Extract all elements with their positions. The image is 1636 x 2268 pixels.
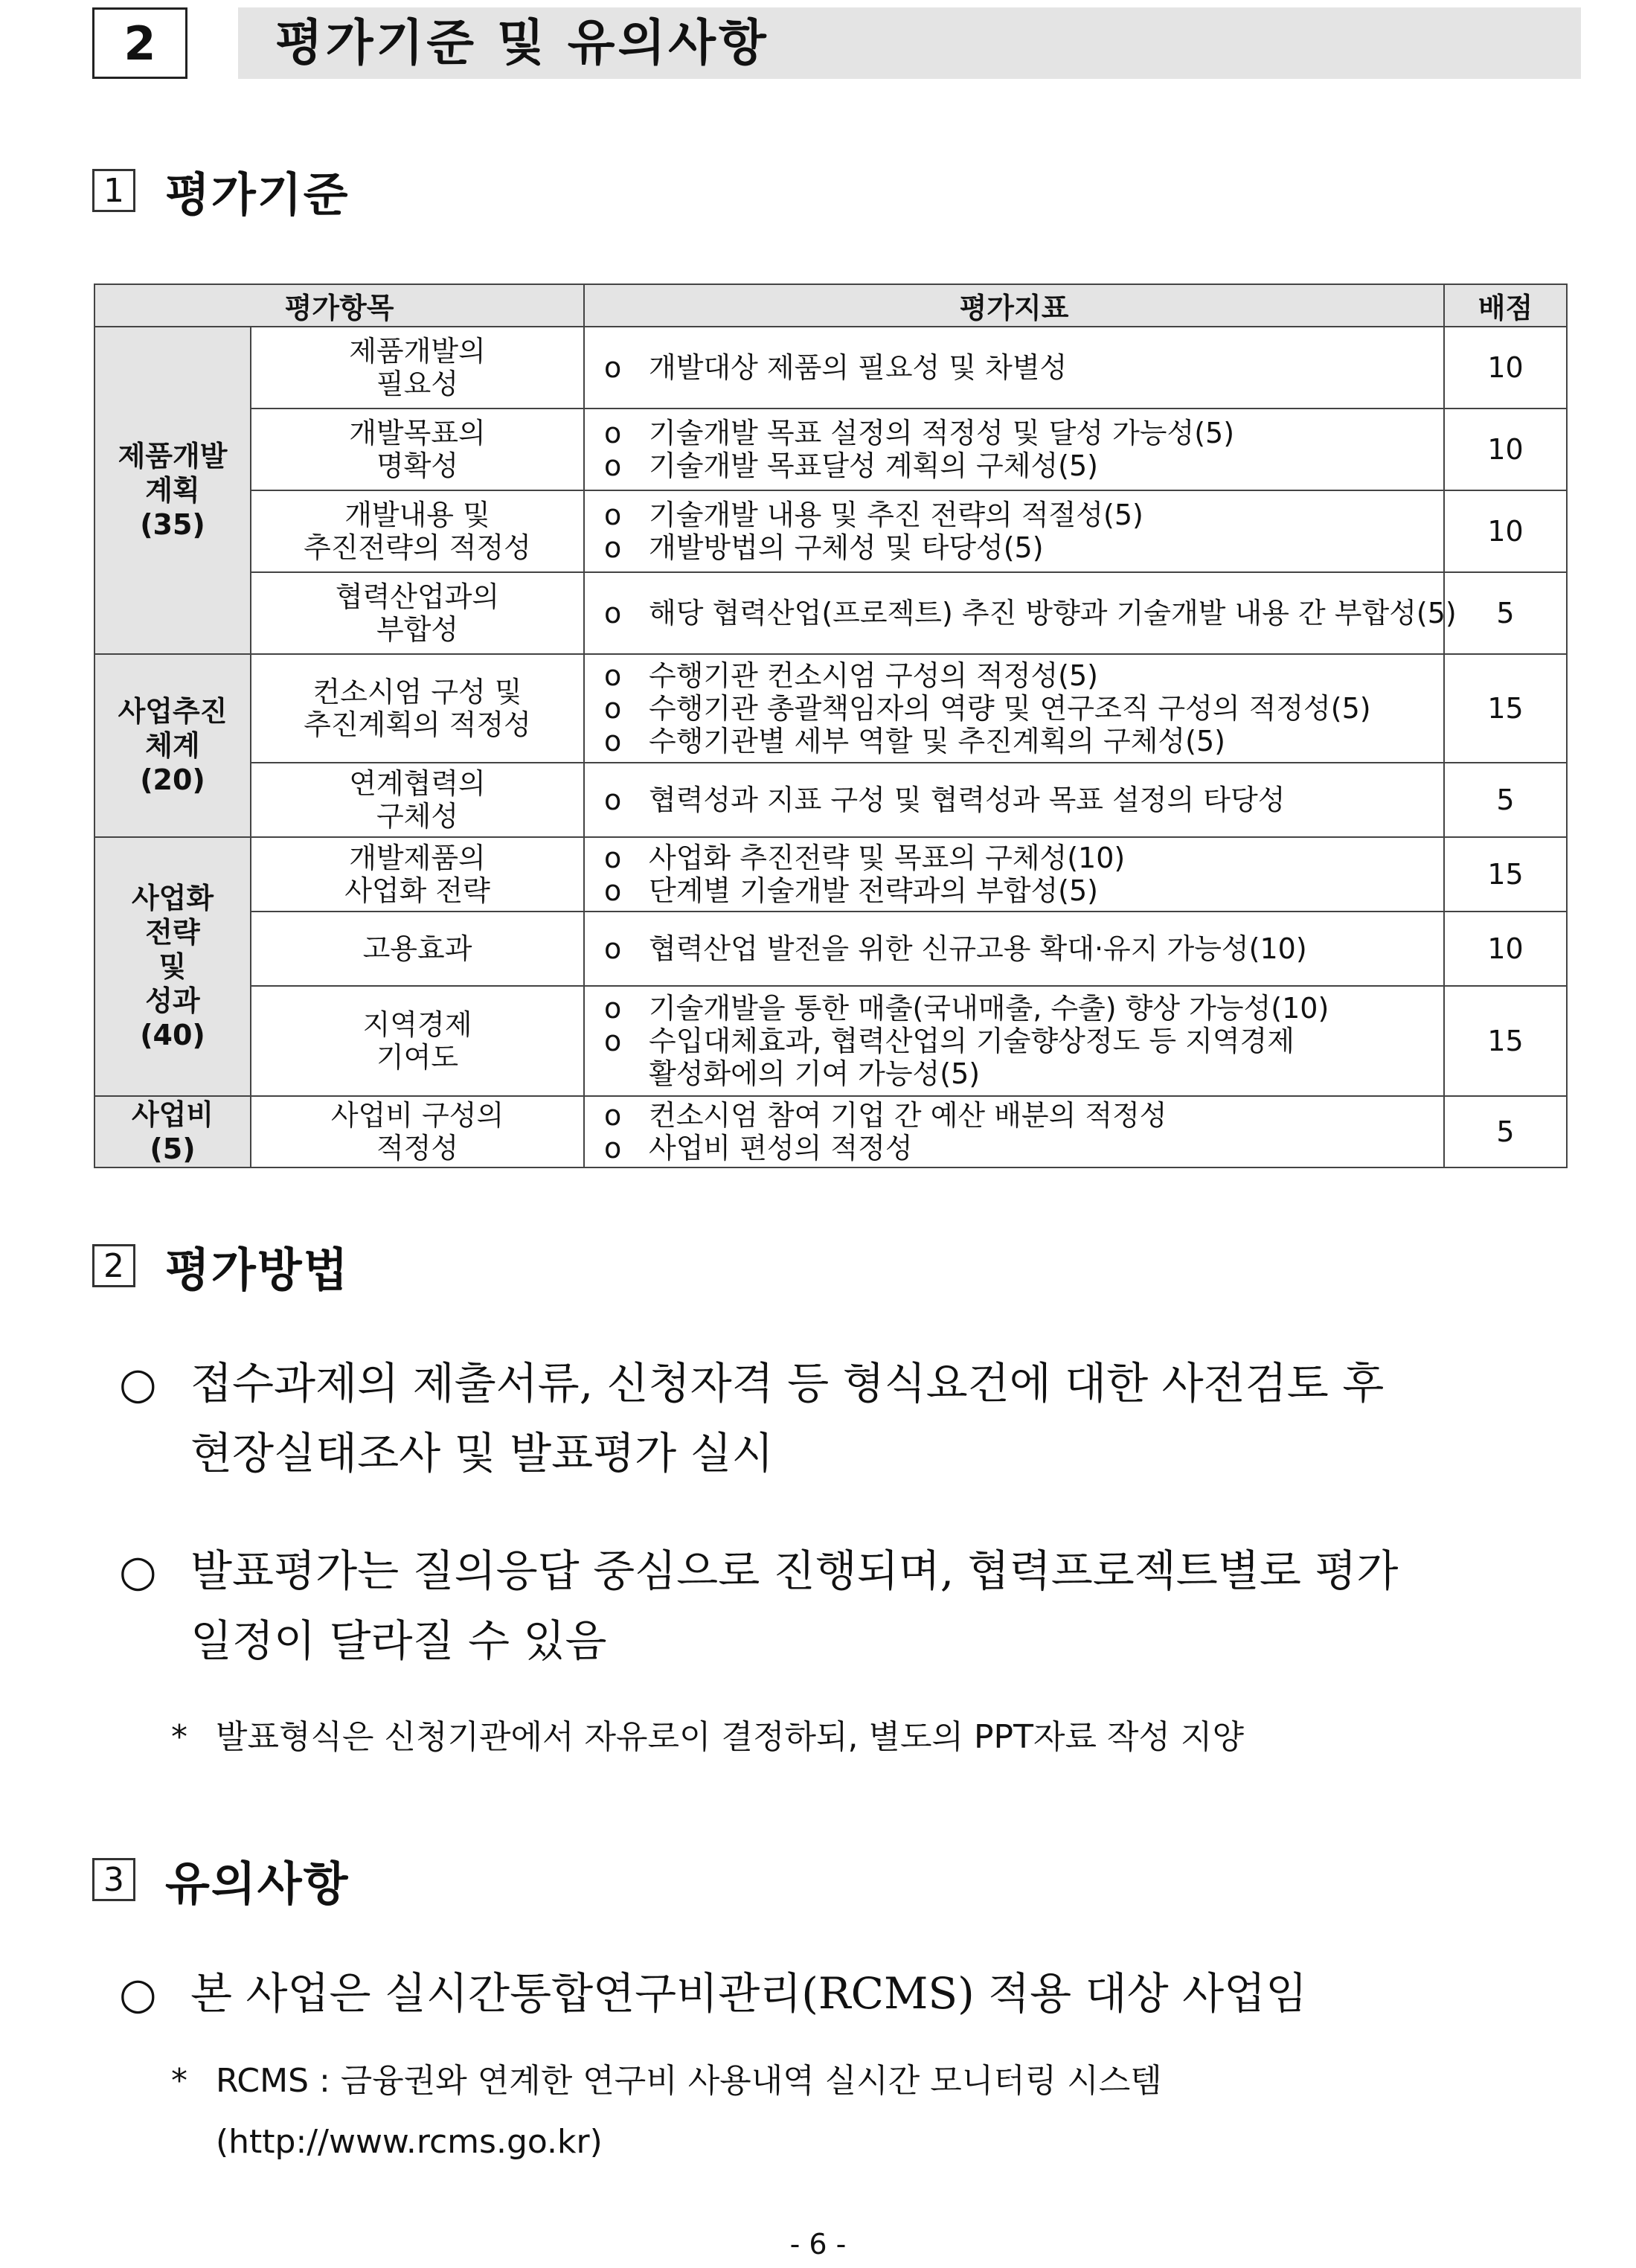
indicator-text: 기술개발을 통한 매출(국내매출, 수출) 향상 가능성(10): [649, 992, 1329, 1025]
caution-number-box: 3: [92, 1858, 135, 1901]
method-item-2-line-1: 발표평가는 질의응답 중심으로 진행되며, 협력프로젝트별로 평가: [190, 1545, 1399, 1596]
circle-bullet-icon: o: [604, 1132, 622, 1165]
indicator-item: [604, 992, 1443, 1025]
table-row: [94, 763, 1567, 837]
sub-item-line: 지역경제: [362, 1008, 472, 1041]
sub-item-cell: [251, 763, 584, 837]
indicator-cell: [584, 763, 1444, 837]
indicator-cell: [584, 327, 1444, 409]
circle-bullet-icon: o: [604, 692, 622, 725]
caution-note-line-2: (http://www.rcms.go.kr): [216, 2123, 603, 2161]
score-cell: 10: [1444, 409, 1567, 490]
sub-item-cell: [251, 490, 584, 572]
circle-bullet-icon: o: [604, 932, 622, 965]
sub-item-line: 협력산업과의: [335, 580, 500, 613]
indicator-cell: [584, 986, 1444, 1096]
indicator-text: 해당 협력산업(프로젝트) 추진 방향과 기술개발 내용 간 부합성(5): [649, 597, 1457, 630]
sub-item-line: 명확성: [376, 449, 459, 482]
sub-item-cell: [251, 837, 584, 912]
note-star: *: [171, 2062, 187, 2100]
caution-note: [171, 2051, 1582, 2173]
circle-bullet-icon: o: [604, 351, 622, 384]
sub-item-cell: [251, 986, 584, 1096]
indicator-text: 컨소시엄 참여 기업 간 예산 배분의 적정성: [649, 1099, 1167, 1132]
indicator-text: 개발방법의 구체성 및 타당성(5): [649, 531, 1044, 564]
score-cell: 5: [1444, 1096, 1567, 1167]
circle-bullet-icon: o: [604, 1099, 622, 1132]
header-item: 평가항목: [94, 284, 584, 327]
score-cell: 15: [1444, 837, 1567, 912]
indicator-text: 수행기관별 세부 역할 및 추진계획의 구체성(5): [649, 725, 1225, 757]
caution-item-text: 본 사업은 실시간통합연구비관리(RCMS) 적용 대상 사업임: [190, 1968, 1308, 2019]
indicator-item: [604, 1099, 1443, 1132]
caution-note-line-1: RCMS : 금융권와 연계한 연구비 사용내역 실시간 모니터링 시스템: [216, 2062, 1162, 2100]
circle-bullet-icon: o: [604, 659, 622, 692]
indicator-item: [604, 597, 1457, 630]
method-item-2-line-2: 일정이 달라질 수 있음: [190, 1615, 607, 1666]
table-row: [94, 490, 1567, 572]
score-cell: 10: [1444, 327, 1567, 409]
circle-bullet-icon: o: [604, 417, 622, 449]
category-cell: [94, 1096, 251, 1167]
sub-item-cell: [251, 572, 584, 654]
method-item-1-line-1: 접수과제의 제출서류, 신청자격 등 형식요건에 대한 사전검토 후: [190, 1358, 1385, 1409]
table-row: [94, 409, 1567, 490]
category-line: 성과: [145, 984, 200, 1017]
indicator-text: 수행기관 총괄책임자의 역량 및 연구조직 구성의 적정성(5): [649, 692, 1371, 725]
circle-bullet-icon: o: [604, 874, 622, 907]
category-line: (35): [140, 508, 205, 541]
circle-bullet-icon: o: [604, 449, 622, 482]
category-line: (20): [140, 763, 205, 796]
table-row: [94, 1096, 1567, 1167]
table-body: [94, 327, 1567, 1167]
indicator-cell: [584, 1096, 1444, 1167]
header-indicator: 평가지표: [584, 284, 1444, 327]
sub-item-line: 추진전략의 적정성: [304, 531, 531, 564]
sub-item-line: 컨소시엄 구성 및: [312, 676, 522, 708]
category-cell: [94, 654, 251, 837]
circle-bullet-icon: o: [604, 531, 622, 564]
page-number: - 6 -: [789, 2228, 847, 2261]
note-star: *: [171, 1718, 187, 1756]
method-item-1: [119, 1348, 1582, 1488]
indicator-text: 수행기관 컨소시엄 구성의 적정성(5): [649, 659, 1098, 692]
criteria-heading: [92, 161, 350, 220]
indicator-item: [604, 499, 1443, 531]
evaluation-table: [94, 284, 1568, 1168]
indicator-continuation: 활성화에의 기여 가능성(5): [649, 1057, 981, 1090]
indicator-item: [604, 351, 1443, 384]
sub-item-line: 개발제품의: [349, 842, 486, 874]
sub-item-line: 개발내용 및: [344, 499, 490, 531]
header-score: 배점: [1444, 284, 1567, 327]
indicator-text: 단계별 기술개발 전략과의 부합성(5): [649, 874, 1098, 907]
bullet-mark: ○: [119, 1358, 157, 1409]
indicator-item: [604, 874, 1443, 907]
circle-bullet-icon: o: [604, 597, 622, 630]
indicator-text: 사업화 추진전략 및 목표의 구체성(10): [649, 842, 1126, 874]
score-cell: 15: [1444, 986, 1567, 1096]
sub-item-line: 적정성: [376, 1132, 459, 1165]
table-row: [94, 912, 1567, 986]
category-cell: [94, 327, 251, 654]
section-header: [92, 7, 1581, 82]
score-cell: 10: [1444, 490, 1567, 572]
circle-bullet-icon: o: [604, 992, 622, 1025]
indicator-item: [604, 784, 1443, 816]
section-number: 2: [92, 7, 187, 79]
category-line: 체계: [145, 729, 200, 762]
indicator-cell: [584, 912, 1444, 986]
sub-item-cell: [251, 409, 584, 490]
criteria-heading-text: 평가기준: [165, 167, 350, 222]
circle-bullet-icon: o: [604, 842, 622, 874]
sub-item-line: 제품개발의: [349, 335, 486, 368]
indicator-cell: [584, 409, 1444, 490]
section-title: 평가기준 및 유의사항: [275, 14, 769, 71]
indicator-cell: [584, 490, 1444, 572]
indicator-text: 개발대상 제품의 필요성 및 차별성: [649, 351, 1068, 384]
indicator-text: 협력성과 지표 구성 및 협력성과 목표 설정의 타당성: [649, 784, 1286, 816]
caution-heading: [92, 1850, 350, 1909]
sub-item-line: 사업화 전략: [344, 874, 490, 907]
table-row: [94, 654, 1567, 763]
method-item-2: [119, 1536, 1582, 1676]
category-line: 사업추진: [118, 695, 228, 728]
criteria-number-box: 1: [92, 169, 135, 212]
caution-item: [119, 1958, 1582, 2028]
category-line: 계획: [145, 474, 200, 507]
circle-bullet-icon: o: [604, 784, 622, 816]
sub-item-cell: [251, 1096, 584, 1167]
score-cell: 10: [1444, 912, 1567, 986]
table-row: [94, 986, 1567, 1096]
bullet-mark: ○: [119, 1545, 157, 1596]
sub-item-line: 기여도: [376, 1041, 459, 1074]
category-line: 사업화: [131, 882, 214, 914]
sub-item-line: 사업비 구성의: [330, 1099, 504, 1132]
indicator-item: [604, 725, 1443, 757]
method-heading: [92, 1236, 350, 1295]
indicator-text: 기술개발 내용 및 추진 전략의 적절성(5): [649, 499, 1143, 531]
category-line: 사업비: [131, 1098, 214, 1131]
circle-bullet-icon: o: [604, 499, 622, 531]
method-number-box: 2: [92, 1244, 135, 1287]
sub-item-line: 고용효과: [362, 932, 472, 965]
category-line: 및: [158, 950, 187, 983]
category-cell: [94, 837, 251, 1096]
circle-bullet-icon: o: [604, 1025, 622, 1057]
indicator-text: 수입대체효과, 협력산업의 기술향상정도 등 지역경제: [649, 1025, 1295, 1057]
indicator-item: [604, 692, 1443, 725]
indicator-text: 협력산업 발전을 위한 신규고용 확대·유지 가능성(10): [649, 932, 1307, 965]
indicator-item: [604, 531, 1443, 564]
section-title-bar: [238, 7, 1581, 79]
indicator-item: [604, 449, 1443, 482]
category-line: 제품개발: [118, 440, 228, 472]
indicator-item: [604, 417, 1443, 449]
category-line: (5): [150, 1133, 196, 1165]
bullet-mark: ○: [119, 1968, 157, 2019]
indicator-text: 사업비 편성의 적정성: [649, 1132, 913, 1165]
circle-bullet-icon: o: [604, 725, 622, 757]
indicator-item: [604, 659, 1443, 692]
indicator-cell: [584, 837, 1444, 912]
indicator-text: 기술개발 목표 설정의 적정성 및 달성 가능성(5): [649, 417, 1235, 449]
table-header-row: [94, 284, 1567, 327]
method-note: [171, 1707, 1582, 1768]
sub-item-cell: [251, 327, 584, 409]
sub-item-cell: [251, 912, 584, 986]
indicator-item: [604, 932, 1443, 965]
indicator-item: [604, 842, 1443, 874]
category-line: 전략: [145, 916, 200, 949]
method-note-text: 발표형식은 신청기관에서 자유로이 결정하되, 별도의 PPT자료 작성 지양: [216, 1718, 1244, 1756]
table-row: [94, 837, 1567, 912]
sub-item-line: 연계협력의: [349, 767, 486, 800]
score-cell: 5: [1444, 763, 1567, 837]
caution-heading-text: 유의사항: [165, 1856, 350, 1911]
score-cell: 5: [1444, 572, 1567, 654]
indicator-text: 기술개발 목표달성 계획의 구체성(5): [649, 449, 1098, 482]
sub-item-cell: [251, 654, 584, 763]
method-item-1-line-2: 현장실태조사 및 발표평가 실시: [190, 1428, 774, 1479]
table-row: [94, 572, 1567, 654]
category-line: (40): [140, 1019, 205, 1051]
method-heading-text: 평가방법: [165, 1242, 350, 1297]
indicator-item: [604, 1025, 1443, 1057]
score-cell: 15: [1444, 654, 1567, 763]
indicator-item: [604, 1132, 1443, 1165]
indicator-cell: [584, 654, 1444, 763]
sub-item-line: 개발목표의: [349, 417, 486, 449]
sub-item-line: 필요성: [376, 368, 459, 400]
indicator-cell: [584, 572, 1457, 654]
sub-item-line: 부합성: [376, 613, 459, 646]
sub-item-line: 추진계획의 적정성: [304, 708, 531, 741]
sub-item-line: 구체성: [376, 800, 459, 833]
table-row: [94, 327, 1567, 409]
